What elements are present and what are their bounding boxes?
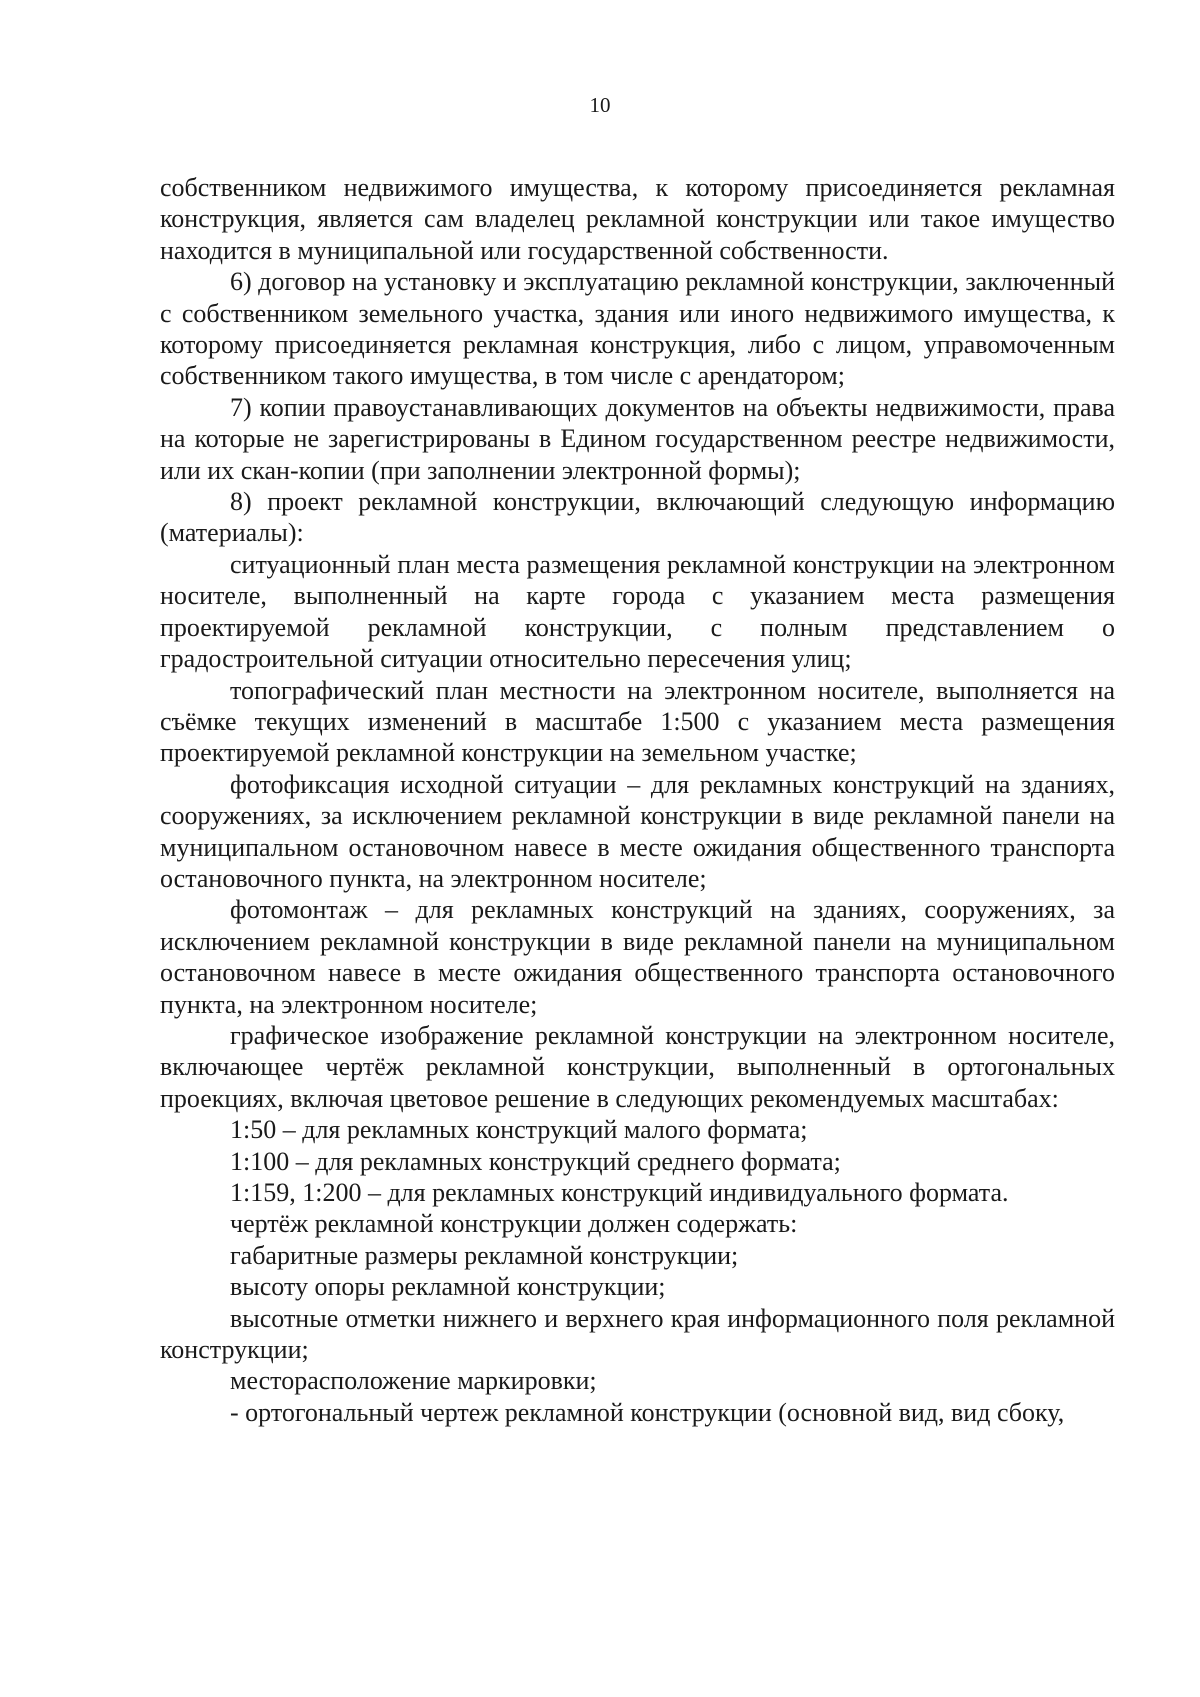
paragraph-marking-location: месторасположение маркировки; (230, 1366, 597, 1396)
paragraph-height-marks: высотные отметки нижнего и верхнего края информационного поля рекламной конструкции; (160, 1303, 1115, 1365)
paragraph-orthogonal-drawing: - ортогональный чертеж рекламной конструкции (основной вид, вид сбоку, (230, 1397, 1065, 1427)
paragraph-scale-medium: 1:100 – для рекламных конструкций среднего формата; (230, 1146, 841, 1176)
paragraph-drawing-contents: чертёж рекламной конструкции должен содержать: (230, 1209, 798, 1239)
paragraph-topographic-plan: топографический план местности на электронном носителе, выполняется на съёмке текущих изменений в масштабе 1:500 с указанием места размещения проектируемой рекламной конструкции на земельном участке; (160, 675, 1115, 768)
paragraph-photo-fixation: фотофиксация исходной ситуации – для рекламных конструкций на зданиях, сооружениях, за исключением рекламной конструкции в виде рекламной панели на муниципальном остановочном навесе в месте ожидания общественного транспорта остановочного пункта, на электронном носителе; (160, 769, 1115, 893)
paragraph-photomontage: фотомонтаж – для рекламных конструкций на зданиях, сооружениях, за исключением рекламной конструкции в виде рекламной панели на муниципальном остановочном навесе в месте ожидания общественного транспорта остановочного пункта, на электронном носителе; (160, 895, 1115, 1019)
paragraph-support-height: высоту опоры рекламной конструкции; (230, 1272, 666, 1302)
paragraph-ownership-end: собственником недвижимого имущества, к которому присоединяется рекламная конструкция, является сам владелец рекламной конструкции или такое имущество находится в муниципальной или государственной собственности. (160, 173, 1115, 265)
paragraph-item-8-project: 8) проект рекламной конструкции, включающий следующую информацию (материалы): (160, 487, 1115, 548)
document-body (160, 172, 1115, 1428)
paragraph-item-6-agreement: 6) договор на установку и эксплуатацию рекламной конструкции, заключенный с собственником земельного участка, здания или иного недвижимого имущества, к которому присоединяется рекламная конструкция, либо с лицом, управомоченным собственником такого имущества, в том числе с арендатором; (160, 267, 1115, 391)
paragraph-overall-dimensions: габаритные размеры рекламной конструкции; (230, 1240, 739, 1270)
paragraph-scale-individual: 1:159, 1:200 – для рекламных конструкций индивидуального формата. (230, 1178, 1009, 1207)
page-number: 10 (589, 93, 611, 117)
paragraph-graphic-image: графическое изображение рекламной конструкции на электронном носителе, включающее чертёж рекламной конструкции, выполненный в ортогональных проекциях, включая цветовое решение в следующих рекомендуемых масштабах: (160, 1020, 1115, 1113)
paragraph-item-7-title-documents: 7) копии правоустанавливающих документов на объекты недвижимости, права на которые не зарегистрированы в Едином государственном реестре недвижимости, или их скан-копии (при заполнении электронной формы); (160, 392, 1115, 485)
paragraph-situational-plan: ситуационный план места размещения рекламной конструкции на электронном носителе, выполненный на карте города с указанием места размещения проектируемой рекламной конструкции, с полным представлением о градостроительной ситуации относительно пересечения улиц; (160, 549, 1115, 674)
paragraph-scale-small: 1:50 – для рекламных конструкций малого формата; (230, 1115, 808, 1145)
